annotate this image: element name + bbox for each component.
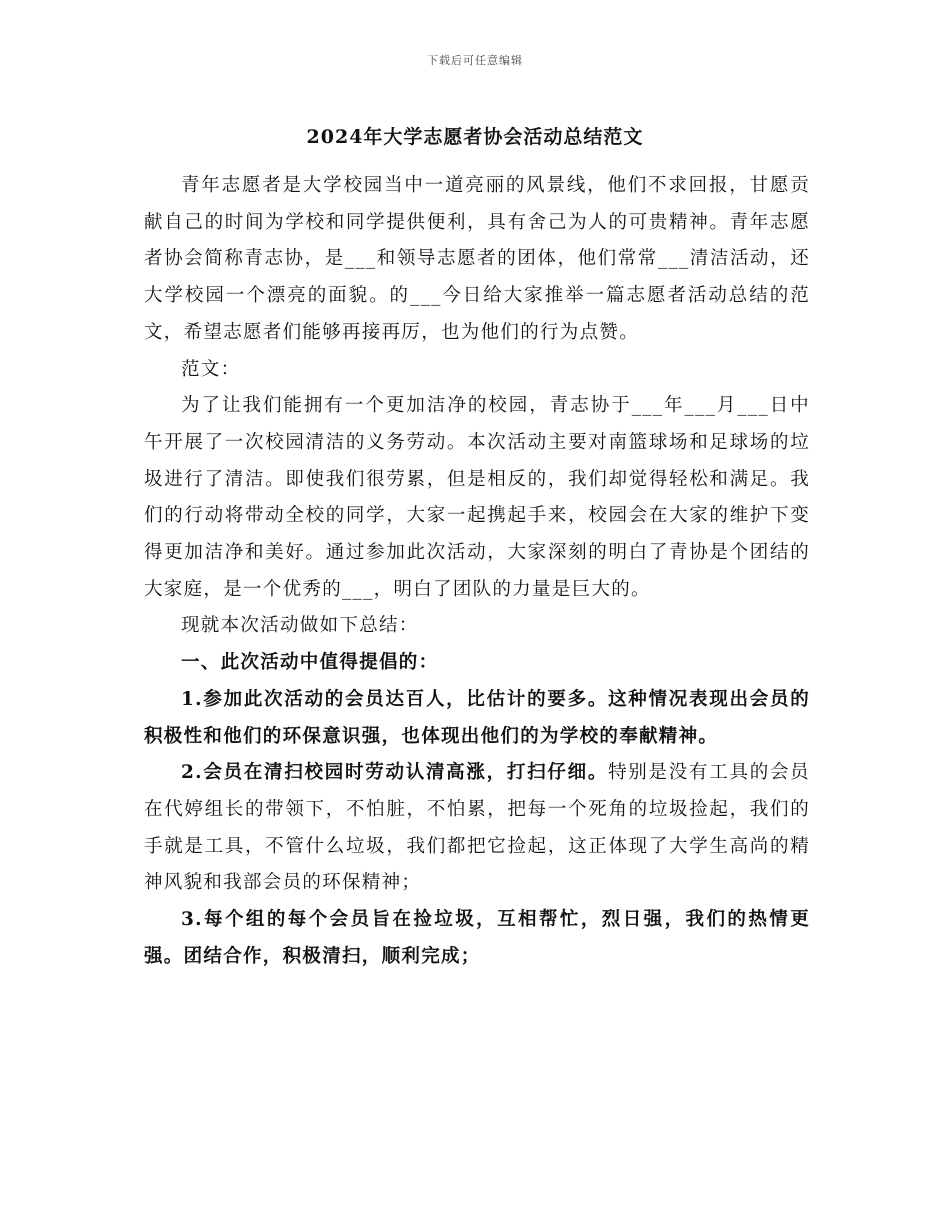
body-paragraph: 为了让我们能拥有一个更加洁净的校园，青志协于___年___月___日中午开展了一次校园清洁的义务劳动。本次活动主要对南篮球场和足球场的垃圾进行了清洁。即使我们很劳累，但是相反的，我们却觉得轻松和满足。我们的行动将带动全校的同学，大家一起携起手来，校园会在大家的维护下变得更加洁净和美好。通过参加此次活动，大家深刻的明白了青协是个团结的大家庭，是一个优秀的___，明白了团队的力量是巨大的。 (144, 395, 810, 600)
point-3: 3.每个组的每个会员旨在捡垃圾，互相帮忙，烈日强，我们的热情更强。团结合作，积极清扫，顺利完成； (144, 909, 810, 967)
section-heading: 一、此次活动中值得提倡的： (181, 652, 439, 674)
point-2-rest: 特别是没有工具的会员在代婷组长的带领下，不怕脏，不怕累，把每一个死角的垃圾捡起，我们的手就是工具，不管什么垃圾，我们都把它捡起，这正体现了大学生高尚的精神风貌和我部会员的环保精神； (144, 762, 810, 894)
point-1: 1.参加此次活动的会员达百人，比估计的要多。这种情况表现出会员的积极性和他们的环保意识强，也体现出他们的为学校的奉献精神。 (144, 688, 810, 747)
intro-paragraph: 青年志愿者是大学校园当中一道亮丽的风景线，他们不求回报，甘愿贡献自己的时间为学校和同学提供便利，具有舍己为人的可贵精神。青年志愿者协会简称青志协，是___和领导志愿者的团体，他们常常___清洁活动，还大学校园一个漂亮的面貌。的___今日给大家推举一篇志愿者活动总结的范文，希望志愿者们能够再接再厉，也为他们的行为点赞。 (144, 175, 810, 343)
point-2-lead: 2.会员在清扫校园时劳动认清高涨，打扫仔细。 (181, 762, 609, 784)
page-header-note: 下载后可任意编辑 (427, 54, 523, 67)
summary-intro: 现就本次活动做如下总结： (181, 615, 419, 637)
sample-label: 范文： (181, 358, 241, 380)
document-title: 2024年大学志愿者协会活动总结范文 (306, 126, 644, 148)
document-body (144, 168, 810, 975)
point-2 (144, 755, 810, 902)
